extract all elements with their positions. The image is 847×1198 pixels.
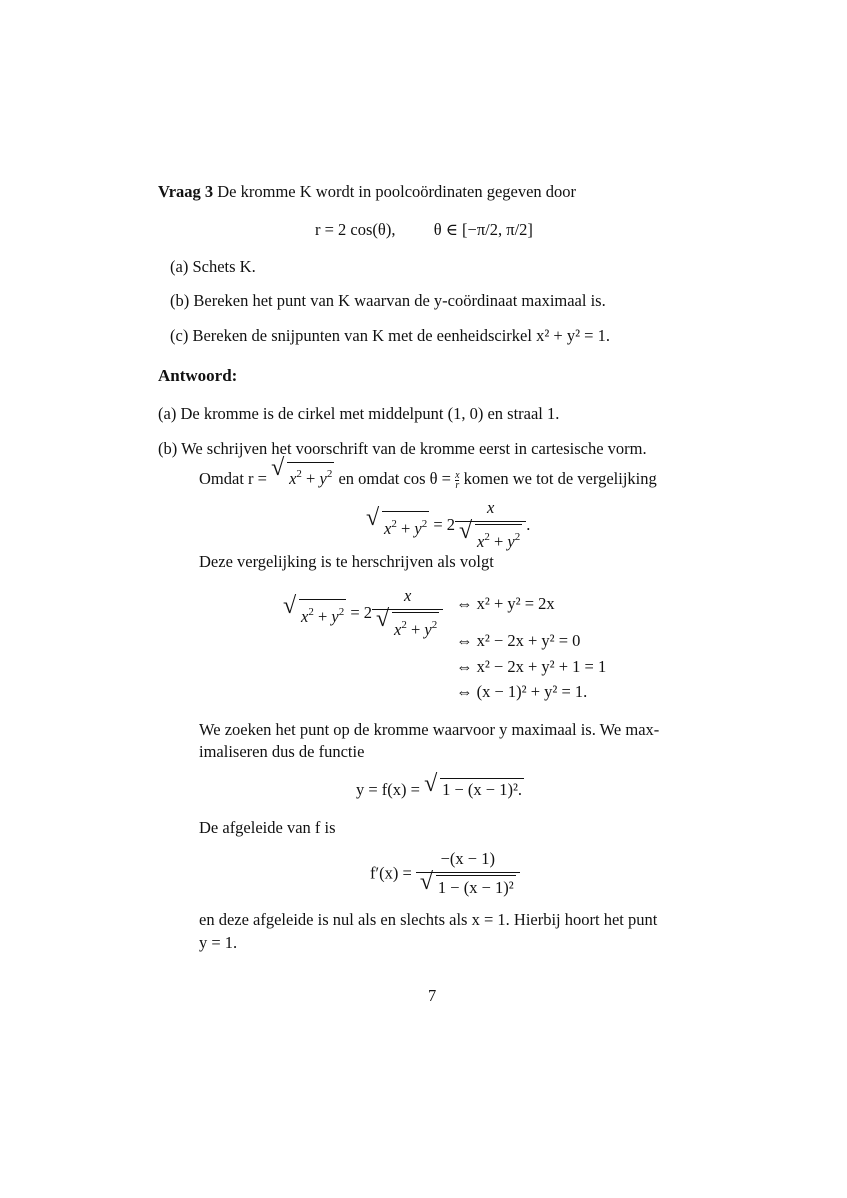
answer-b-line1 bbox=[158, 439, 647, 459]
answer-b-line2-post: komen we tot de vergelijking bbox=[463, 469, 657, 488]
derivative-denominator: 1 − (x − 1)² bbox=[436, 875, 516, 899]
answer-a-text: De kromme is de cirkel met middelpunt (1, 0) en straal 1. bbox=[180, 404, 560, 423]
part-text: Bereken het punt van K waarvan de y-coördinaat maximaal is. bbox=[193, 291, 606, 310]
derivative-intro: De afgeleide van f is bbox=[199, 818, 336, 837]
question-part-c bbox=[170, 326, 610, 346]
cartesian-equation: √ $x^2 + y^2 = 2$ x √ $x^2 + y^2$ . bbox=[366, 498, 531, 551]
answer-b-line2-mid: en omdat cos θ = bbox=[338, 469, 451, 488]
part-label: (b) bbox=[170, 291, 190, 310]
derivative-numerator: −(x − 1) bbox=[440, 849, 495, 868]
conclusion-line-2: y = 1. bbox=[199, 933, 238, 952]
derivation-step-4: ⇔ (x − 1)² + y² = 1. bbox=[456, 682, 588, 701]
question-header bbox=[158, 182, 576, 202]
function-equation bbox=[356, 771, 524, 800]
answer-b-text: We schrijven het voorschrift van de kromme eerst in cartesische vorm. bbox=[181, 439, 647, 458]
polar-equation-formula: r = 2 cos(θ), bbox=[315, 220, 396, 239]
answer-heading: Antwoord: bbox=[158, 366, 238, 385]
question-part-a bbox=[170, 257, 256, 277]
maximize-line-2: imaliseren dus de functie bbox=[199, 742, 365, 761]
answer-b-label: (b) bbox=[158, 439, 178, 458]
answer-a bbox=[158, 404, 559, 424]
derivation-step-1: ⇔ x² + y² = 2x bbox=[456, 594, 555, 613]
conclusion-line-1: en deze afgeleide is nul als en slechts als x = 1. Hierbij hoort het punt bbox=[199, 910, 658, 929]
derivative-lhs: f′(x) = bbox=[370, 863, 412, 883]
part-label: (c) bbox=[170, 326, 189, 345]
derivation-lhs: √ $x^2 + y^2 = 2$ x √ $x^2 + y^2$ bbox=[283, 585, 443, 641]
answer-b-line2-pre: Omdat r = bbox=[199, 469, 267, 488]
part-text: Schets K. bbox=[192, 257, 256, 276]
polar-equation bbox=[315, 220, 533, 240]
question-part-b bbox=[170, 291, 606, 311]
small-fraction-x-over-r: $\frac{x}{r}$ bbox=[455, 469, 460, 491]
part-text: Bereken de snijpunten van K met de eenheidscirkel x² + y² = 1. bbox=[192, 326, 610, 345]
function-equation-root: √ 1 − (x − 1)². bbox=[424, 771, 523, 799]
answer-b-line2 bbox=[199, 455, 657, 491]
part-label: (a) bbox=[170, 257, 189, 276]
polar-equation-domain: θ ∈ [−π/2, π/2] bbox=[433, 220, 533, 239]
rewrite-intro: Deze vergelijking is te herschrijven als volgt bbox=[199, 552, 494, 571]
derivative-equation bbox=[370, 848, 520, 899]
derivative-fraction: −(x − 1) √ 1 − (x − 1)² bbox=[416, 848, 520, 899]
derivation-step-2: ⇔ x² − 2x + y² = 0 bbox=[456, 631, 581, 650]
question-intro: De kromme K wordt in poolcoördinaten gegeven door bbox=[217, 182, 577, 201]
maximize-line-1: We zoeken het punt op de kromme waarvoor y maximaal is. We max- bbox=[199, 720, 660, 739]
function-equation-lhs: y = f(x) = bbox=[356, 780, 420, 799]
sqrt-expression: √ $x^2 + y^2$ bbox=[271, 455, 333, 488]
page-number: 7 bbox=[428, 986, 437, 1005]
answer-a-label: (a) bbox=[158, 404, 177, 423]
question-label: Vraag 3 bbox=[158, 182, 214, 201]
derivation-step-3: ⇔ x² − 2x + y² + 1 = 1 bbox=[456, 657, 607, 676]
